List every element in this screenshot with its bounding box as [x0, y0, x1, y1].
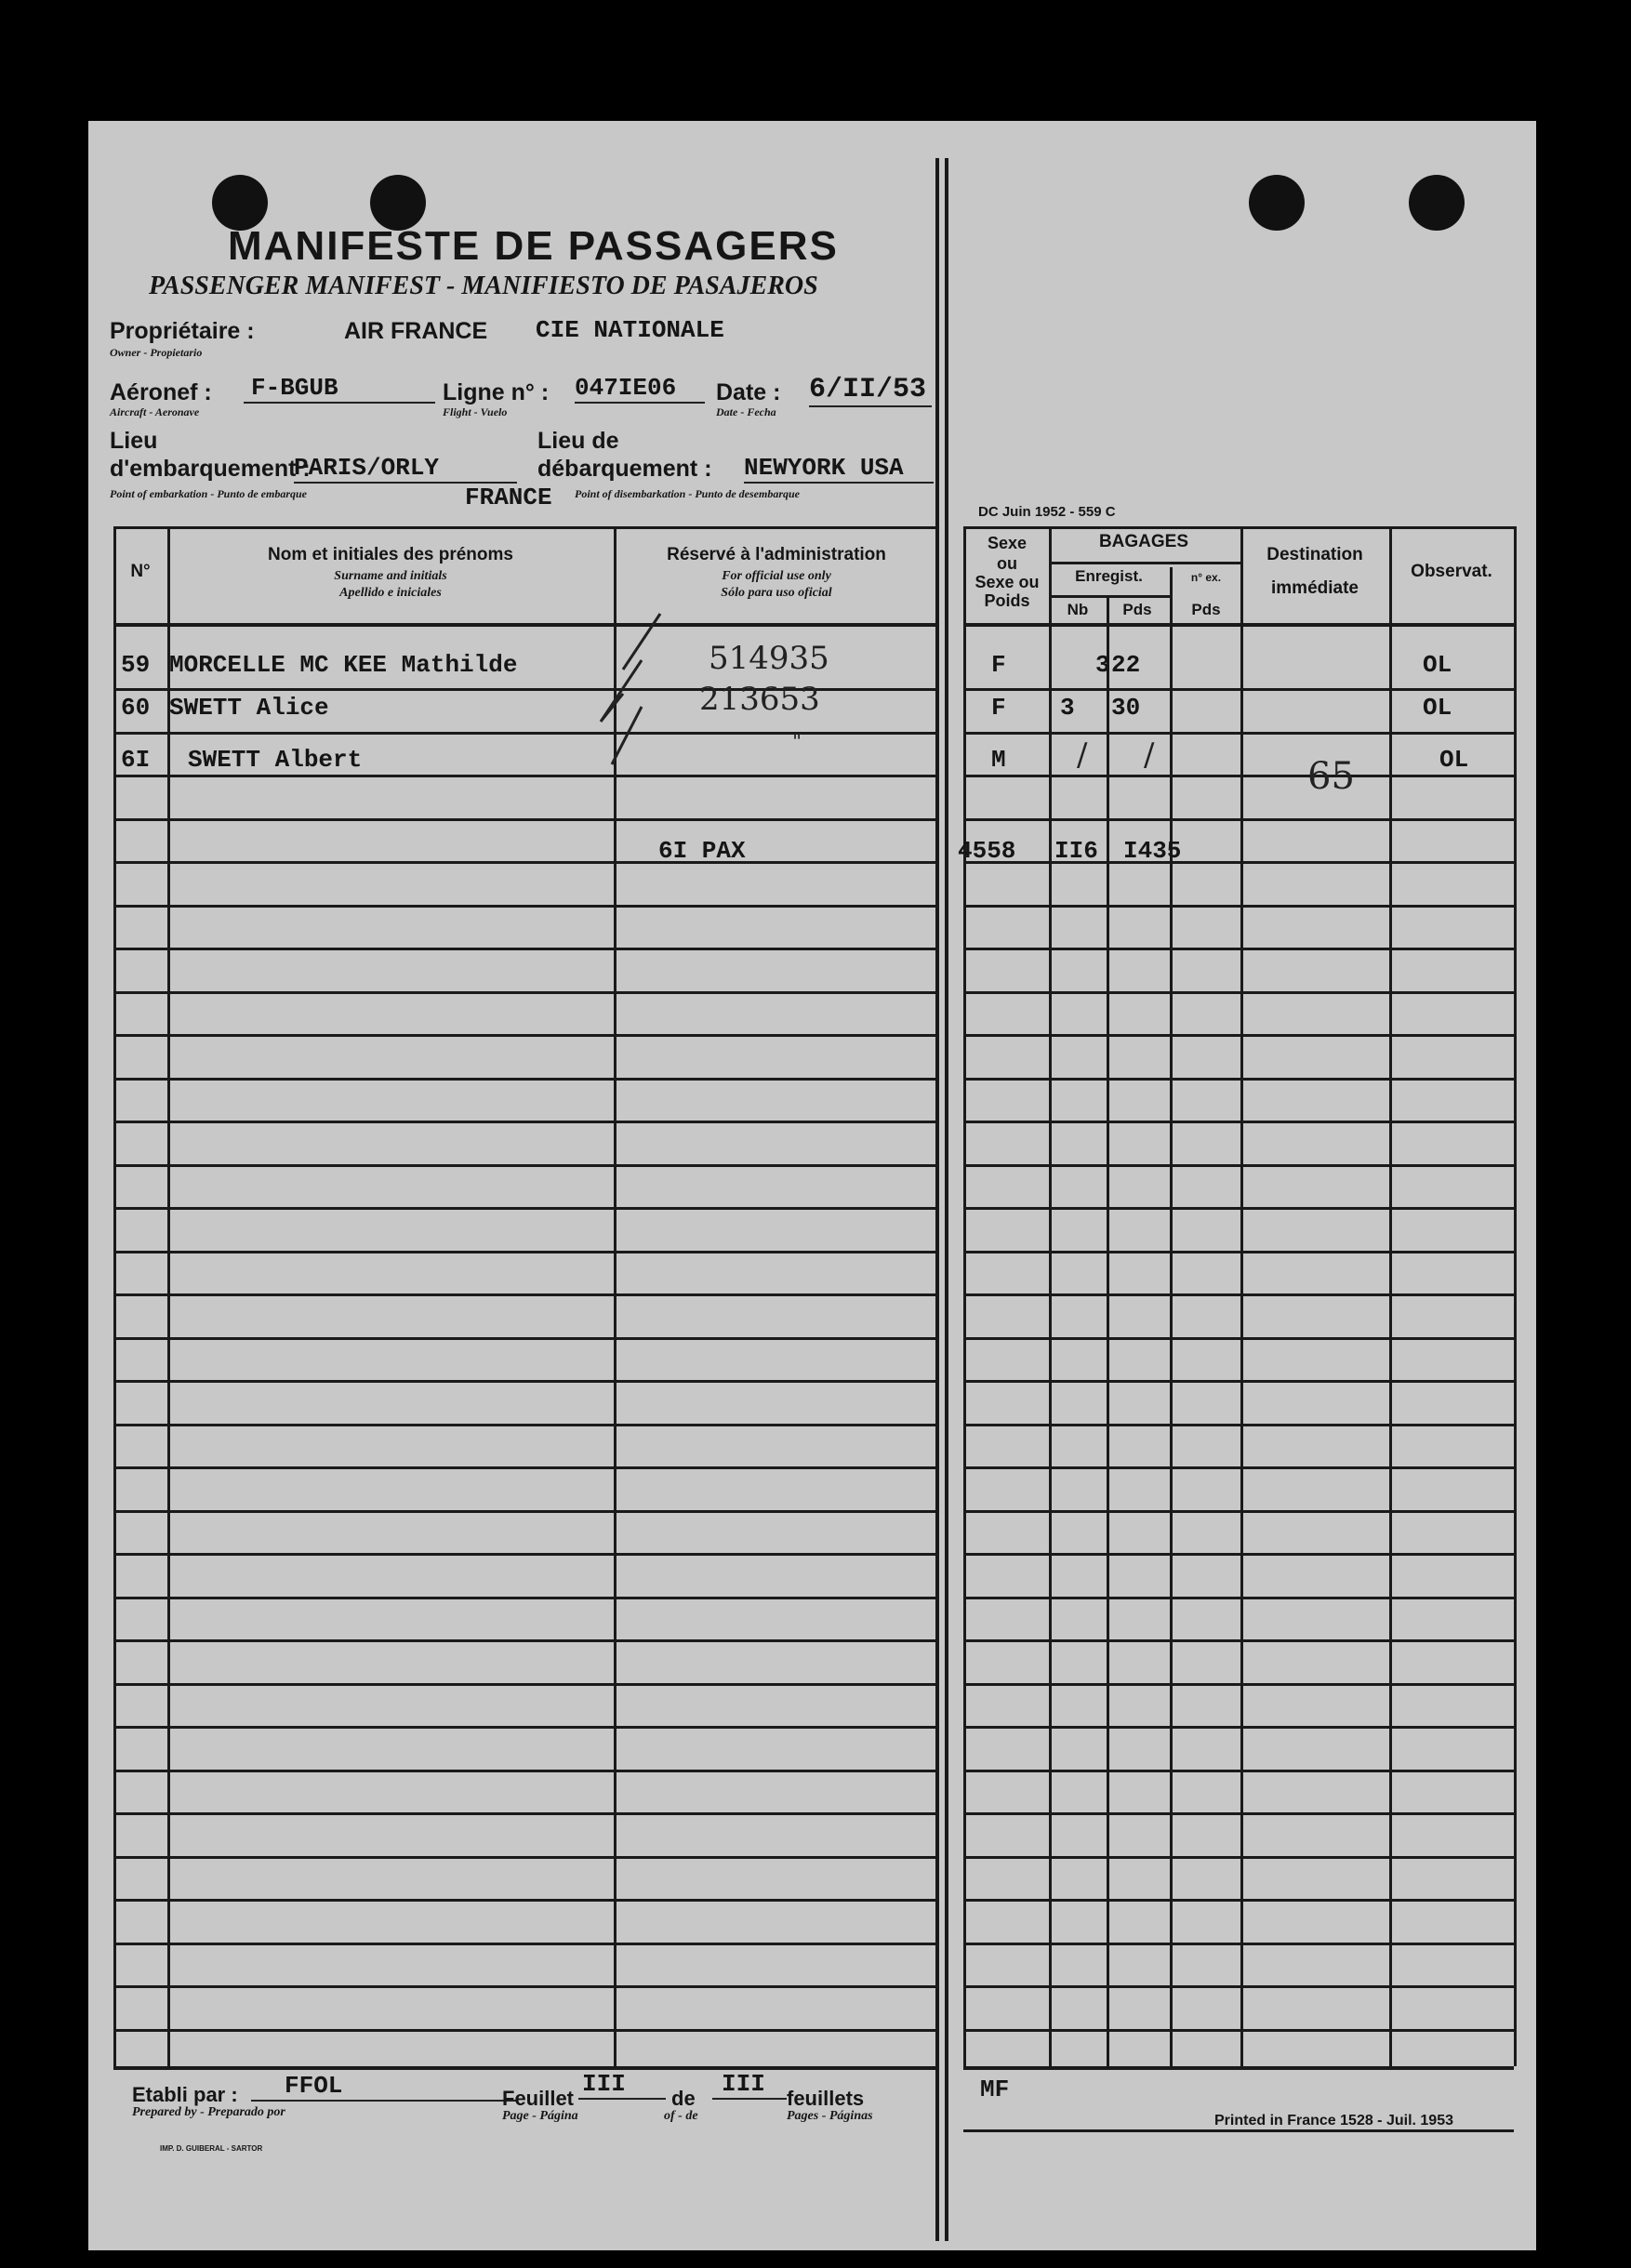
disembark-value: NEWYORK USA: [744, 454, 934, 484]
col-header-name: Nom et initiales des prénoms: [268, 545, 513, 564]
total-pds: I435: [1123, 837, 1182, 865]
col-header-nb: Nb: [1067, 601, 1089, 618]
of-sub: of - de: [664, 2109, 698, 2123]
table-grid-line: [963, 526, 1514, 529]
table-grid-line: [963, 1553, 1514, 1556]
col-header-name-sub1: Surname and initials: [334, 569, 447, 583]
table-grid-line: [113, 1553, 939, 1556]
date-sub: Date - Fecha: [716, 405, 776, 418]
passenger-destination: 65: [1307, 755, 1355, 798]
table-grid-line: [963, 1207, 1514, 1210]
col-header-admin-sub2: Sólo para uso oficial: [721, 586, 832, 600]
prepared-sub: Prepared by - Preparado por: [132, 2105, 285, 2119]
owner-typed: CIE NATIONALE: [536, 316, 724, 344]
table-grid-line: [113, 1424, 939, 1426]
passenger-name: SWETT Albert: [188, 746, 363, 774]
passenger-sex: F: [991, 694, 1006, 722]
passenger-no: 59: [121, 651, 151, 679]
table-grid-line: [963, 1424, 1514, 1426]
table-grid-line: [113, 948, 939, 950]
table-grid-line: [113, 1293, 939, 1296]
col-header-destination-2: immédiate: [1271, 578, 1359, 598]
table-grid-line: [113, 1726, 939, 1729]
table-grid-line: [113, 1466, 939, 1469]
flight-value: 047IE06: [575, 374, 705, 404]
table-grid-line: [963, 1164, 1514, 1167]
col-header-name-sub2: Apellido e iniciales: [339, 586, 442, 600]
col-header-pds: Pds: [1122, 601, 1152, 618]
table-grid-line: [963, 1856, 1514, 1859]
table-grid-line: [1170, 567, 1173, 2066]
table-grid-line: [113, 1856, 939, 1859]
printer-imprint: IMP. D. GUIBERAL - SARTOR: [160, 2144, 263, 2153]
table-row: [0, 681, 1631, 731]
col-header-admin-sub1: For official use only: [722, 569, 831, 583]
table-grid-line: [963, 1293, 1514, 1296]
total-nb: II6: [1054, 837, 1098, 865]
table-grid-line: [113, 1770, 939, 1772]
passenger-admin: 514935: [709, 640, 829, 677]
prepared-value: FFOL: [251, 2072, 517, 2102]
table-grid-line: [963, 1034, 1514, 1037]
table-grid-line: [963, 905, 1514, 908]
passenger-no: 6I: [121, 746, 151, 774]
printed-in-france: Printed in France 1528 - Juil. 1953: [1214, 2113, 1453, 2129]
table-grid-line: [1049, 595, 1170, 598]
table-grid-line: [963, 1770, 1514, 1772]
embark-label-2: d'embarquement :: [110, 456, 311, 482]
passenger-sex: F: [991, 651, 1006, 679]
table-grid-line: [1107, 595, 1109, 2066]
table-grid-line: [113, 623, 939, 627]
col-header-baggage: BAGAGES: [1098, 532, 1189, 551]
table-grid-line: [113, 818, 939, 821]
punch-hole: [1249, 175, 1305, 231]
table-grid-line: [963, 948, 1514, 950]
disembark-label-1: Lieu de: [537, 428, 619, 454]
table-grid-line: [963, 861, 1514, 864]
sheet-sub: Page - Página: [502, 2109, 578, 2123]
embark-country: FRANCE: [465, 484, 552, 511]
passenger-sex: M: [991, 746, 1006, 774]
date-label: Date :: [716, 379, 781, 405]
passenger-obs: OL: [1423, 651, 1452, 679]
table-grid-line: [963, 1597, 1514, 1599]
table-grid-line: [113, 1899, 939, 1902]
col-header-sex-1: Sexe: [987, 534, 1028, 552]
passenger-name: MORCELLE MC KEE Mathilde: [169, 651, 518, 679]
col-header-sex-4: Poids: [984, 591, 1030, 610]
table-grid-line: [113, 905, 939, 908]
table-grid-line: [963, 1380, 1514, 1383]
passenger-pds: 30: [1111, 694, 1141, 722]
table-grid-line: [113, 1510, 939, 1513]
table-grid-line: [963, 1726, 1514, 1729]
col-header-registered: Enregist.: [1075, 567, 1143, 585]
table-grid-line: [113, 861, 939, 864]
aircraft-sub: Aircraft - Aeronave: [110, 405, 200, 418]
of-label: de: [671, 2087, 696, 2110]
table-grid-line: [963, 732, 1514, 735]
aircraft-value: F-BGUB: [244, 374, 435, 404]
punch-hole: [370, 175, 426, 231]
table-grid-line: [113, 1380, 939, 1383]
prepared-label: Etabli par :: [132, 2083, 238, 2106]
embark-label-1: Lieu: [110, 428, 158, 454]
passenger-admin: ": [792, 731, 802, 754]
total-weight: 4558: [958, 837, 1016, 865]
disembark-label-2: débarquement :: [537, 456, 712, 482]
table-grid-line: [945, 158, 948, 2241]
table-grid-line: [963, 1683, 1514, 1686]
col-header-excess-pds: Pds: [1191, 601, 1221, 618]
table-grid-line: [963, 2129, 1514, 2132]
table-grid-line: [113, 1985, 939, 1988]
table-grid-line: [113, 1078, 939, 1081]
passenger-obs: OL: [1439, 746, 1469, 774]
table-grid-line: [113, 1597, 939, 1599]
date-value: 6/II/53: [809, 374, 932, 407]
col-header-observ: Observat.: [1411, 562, 1492, 581]
table-grid-line: [113, 1034, 939, 1037]
table-grid-line: [113, 1121, 939, 1123]
passenger-pds: 22: [1111, 651, 1141, 679]
check-marks: [595, 604, 679, 781]
table-grid-line: [113, 1639, 939, 1642]
table-grid-line: [113, 526, 939, 529]
table-grid-line: [1049, 562, 1240, 564]
table-grid-line: [113, 2066, 939, 2070]
table-grid-line: [113, 1683, 939, 1686]
col-header-no: N°: [130, 562, 151, 581]
col-header-sex-2: ou: [997, 554, 1017, 573]
col-header-destination-1: Destination: [1266, 545, 1363, 564]
table-grid-line: [113, 1164, 939, 1167]
passenger-no: 60: [121, 694, 151, 722]
owner-label: Propriétaire :: [110, 318, 255, 344]
aircraft-label: Aéronef :: [110, 379, 212, 405]
table-grid-line: [963, 2066, 1514, 2070]
page-subtitle: PASSENGER MANIFEST - MANIFIESTO DE PASAJEROS: [149, 272, 818, 300]
table-grid-line: [963, 991, 1514, 994]
sheet-value: III: [578, 2070, 666, 2100]
embark-value: PARIS/ORLY: [294, 454, 517, 484]
table-grid-line: [113, 991, 939, 994]
owner-value: AIR FRANCE: [344, 318, 488, 344]
col-header-sex-3: Sexe ou: [975, 573, 1040, 591]
passenger-nb: 3: [1060, 694, 1075, 722]
pages-label: feuillets: [787, 2087, 865, 2110]
disembark-sub: Point of disembarkation - Punto de desembarque: [575, 487, 801, 500]
table-grid-line: [963, 1899, 1514, 1902]
flight-sub: Flight - Vuelo: [443, 405, 508, 418]
passenger-name: SWETT Alice: [169, 694, 329, 722]
table-grid-line: [113, 1251, 939, 1253]
table-grid-line: [113, 1943, 939, 1945]
sheet-label: Feuillet: [502, 2087, 575, 2110]
mf-mark: MF: [980, 2076, 1010, 2103]
table-grid-line: [113, 1207, 939, 1210]
table-grid-line: [963, 623, 1514, 627]
total-sheets-value: III: [712, 2070, 787, 2100]
col-header-excess: n° ex.: [1190, 571, 1222, 584]
form-code: DC Juin 1952 - 559 C: [978, 504, 1116, 520]
table-grid-line: [963, 1510, 1514, 1513]
total-pax: 6I PAX: [658, 837, 746, 865]
passenger-nb: 3: [1095, 651, 1110, 679]
table-grid-line: [963, 1985, 1514, 1988]
passenger-pds: /: [1144, 736, 1155, 774]
table-grid-line: [113, 2029, 939, 2032]
table-grid-line: [963, 2029, 1514, 2032]
passenger-admin: 213653: [699, 681, 820, 718]
embark-sub: Point of embarkation - Punto de embarque: [110, 487, 308, 500]
flight-label: Ligne n° :: [443, 379, 550, 405]
punch-hole: [1409, 175, 1465, 231]
table-grid-line: [963, 1078, 1514, 1081]
table-grid-line: [935, 158, 939, 2241]
table-grid-line: [963, 1943, 1514, 1945]
page-title: MANIFESTE DE PASSAGERS: [228, 223, 839, 269]
table-grid-line: [113, 732, 939, 735]
table-grid-line: [963, 1337, 1514, 1340]
table-grid-line: [963, 1639, 1514, 1642]
table-row: [0, 731, 1631, 798]
table-grid-line: [963, 1251, 1514, 1253]
manifest-sheet: [88, 121, 1536, 2250]
passenger-nb: /: [1077, 736, 1088, 774]
table-grid-line: [963, 1121, 1514, 1123]
punch-hole: [212, 175, 268, 231]
table-grid-line: [113, 1812, 939, 1815]
passenger-obs: OL: [1423, 694, 1452, 722]
table-grid-line: [963, 1812, 1514, 1815]
table-grid-line: [963, 1466, 1514, 1469]
pages-sub: Pages - Páginas: [787, 2109, 873, 2123]
table-grid-line: [113, 1337, 939, 1340]
table-grid-line: [963, 818, 1514, 821]
owner-sub: Owner - Propietario: [110, 346, 203, 359]
col-header-admin: Réservé à l'administration: [667, 545, 886, 564]
